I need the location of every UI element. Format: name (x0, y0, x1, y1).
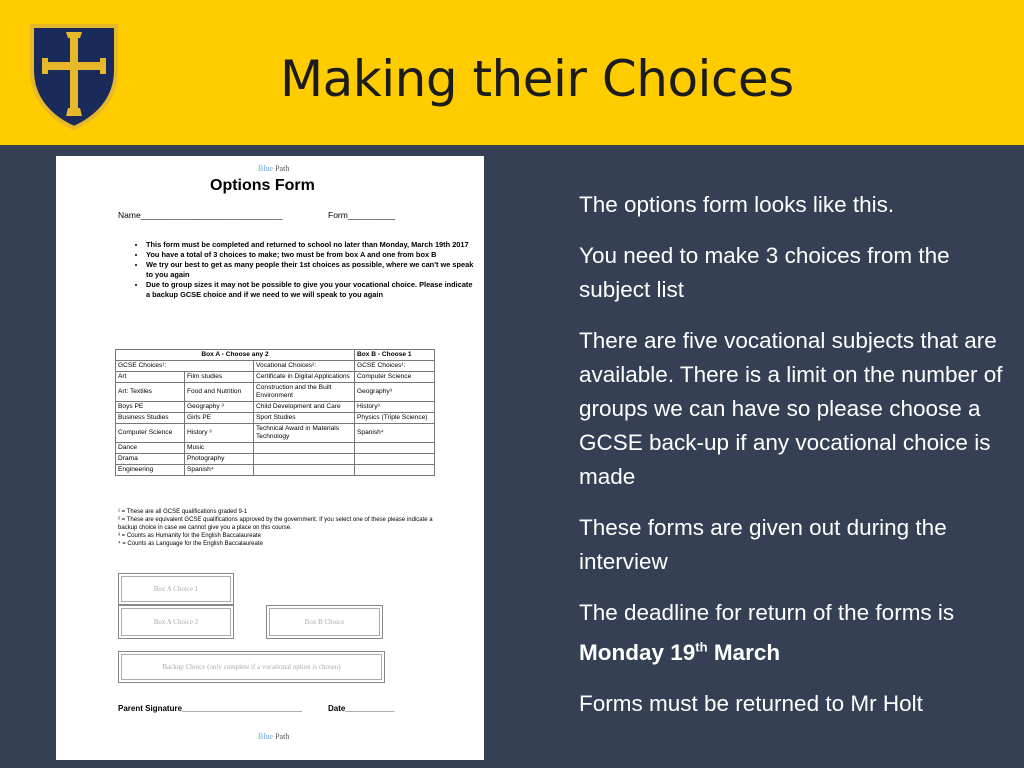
table-row: Business Studies Girls PE Sport Studies Physics (Triple Science) (116, 413, 435, 424)
instruction-item: • We try our best to get as many people their 1st choices as possible, where we can't we speak to you again (146, 260, 476, 280)
table-row: Boys PE Geography ³ Child Development and Care History³ (116, 402, 435, 413)
page-title: Making their Choices (280, 50, 794, 108)
table-row: Art: Textiles Food and Nutrition Construction and the Built Environment Geography³ (116, 383, 435, 402)
form-header-bluepath: Blue Path (258, 164, 290, 173)
col-gcse: GCSE Choices¹: (116, 361, 254, 372)
content-text (579, 188, 1009, 738)
table-row: Dance Music (116, 443, 435, 454)
form-name-field: Name______________________________ (118, 210, 283, 220)
instruction-item: • You have a total of 3 choices to make; two must be from box A and one from box B (146, 250, 476, 260)
form-footer-bluepath: Blue Path (258, 732, 290, 741)
text-paragraph: The options form looks like this. (579, 192, 895, 217)
table-row: Computer Science History ³ Technical Award in Materials Technology Spanish⁴ (116, 424, 435, 443)
form-footnotes: ¹ = These are all GCSE qualifications graded 9-1 ² = These are equivalent GCSE qualifications approved by the government. If you select one of these please indicate a backup choice in case we cannot give you a place on this course. ³ = Counts as Humanity for the English Baccalaureate ⁴ = Counts as Language for the English Baccalaureate (118, 509, 433, 547)
date-field: Date___________ (328, 704, 395, 713)
box-a-choice-2: Box A Choice 2 (118, 605, 234, 639)
box-b-header: Box B - Choose 1 (355, 350, 435, 361)
table-row: Art Film studies Certificate in Digital Applications Computer Science (116, 372, 435, 383)
form-form-field: Form__________ (328, 210, 396, 220)
table-row: Engineering Spanish⁴ (116, 465, 435, 476)
box-a-choice-1: Box A Choice 1 (118, 573, 234, 605)
backup-choice-box: Backup Choice (only complete if a vocational option is chosen) (118, 651, 385, 683)
instruction-item: • This form must be completed and returned to school no later than Monday, March 19th 2017 (146, 240, 476, 250)
col-gcse-b: GCSE Choices¹: (355, 361, 435, 372)
form-instructions (116, 240, 476, 300)
table-row: Drama Photography (116, 454, 435, 465)
school-crest-icon (26, 20, 122, 132)
options-table (115, 349, 435, 476)
box-a-header: Box A - Choose any 2 (116, 350, 355, 361)
box-b-choice: Box B Choice (266, 605, 383, 639)
text-paragraph: There are five vocational subjects that are available. There is a limit on the number of groups we can have so please choose a GCSE back-up if any vocational choice is made (579, 328, 1003, 489)
parent-signature: Parent Signature___________________________ (118, 704, 303, 713)
deadline-paragraph: The deadline for return of the forms is Monday 19th March (579, 600, 955, 665)
col-vocational: Vocational Choices²: (254, 361, 355, 372)
options-form-image (56, 156, 484, 760)
text-paragraph: You need to make 3 choices from the subject list (579, 243, 950, 302)
text-paragraph: Forms must be returned to Mr Holt (579, 690, 923, 716)
header-bar (0, 0, 1024, 145)
instruction-item: • Due to group sizes it may not be possible to give you your vocational choice. Please indicate a backup GCSE choice and if we need to we will speak to you again (146, 280, 476, 300)
form-title: Options Form (210, 177, 315, 194)
text-paragraph: These forms are given out during the interview (579, 515, 947, 574)
deadline-date: Monday 19th March (579, 639, 781, 665)
